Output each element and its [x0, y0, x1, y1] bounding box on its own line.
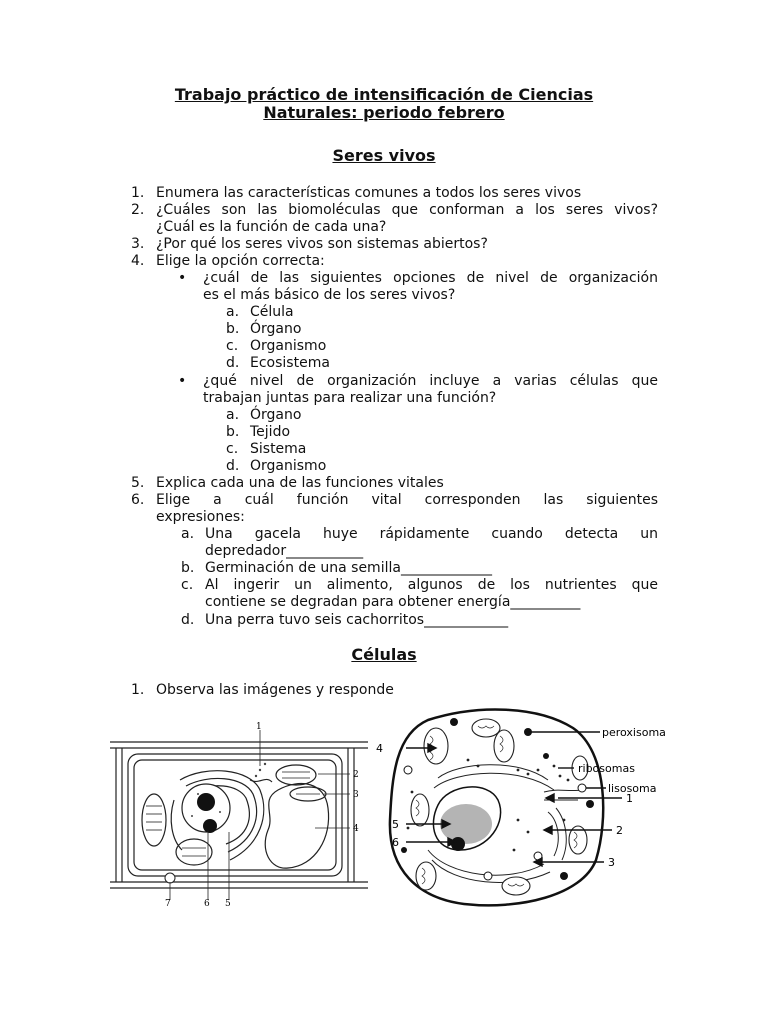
- expression-text: contiene se degradan para obtener energía__________: [205, 594, 581, 610]
- option-letter: b.: [226, 424, 240, 440]
- document-title: [110, 86, 658, 122]
- option-letter: b.: [226, 321, 240, 337]
- question-text: Elige la opción correcta:: [156, 253, 325, 269]
- label-ribosomas: ribosomas: [578, 762, 635, 775]
- label-lisosoma: lisosoma: [608, 782, 657, 795]
- question-number: 3.: [131, 236, 145, 252]
- question-text: ¿Cuáles son las biomoléculas que conforman a los seres vivos?: [156, 202, 658, 218]
- question-number: 1.: [131, 682, 145, 698]
- animal-label-6: 6: [392, 836, 399, 849]
- plant-label-7: 7: [165, 899, 171, 909]
- option-text: Organismo: [250, 458, 327, 474]
- question-text: Explica cada una de las funciones vitales: [156, 475, 444, 491]
- option-text: Organismo: [250, 338, 327, 354]
- bullet-text: es el más básico de los seres vivos?: [203, 287, 456, 303]
- plant-label-2: 2: [353, 770, 359, 780]
- plant-label-5: 5: [225, 899, 231, 909]
- option-letter: b.: [181, 560, 195, 576]
- expression-text: Una perra tuvo seis cachorritos____________: [205, 612, 509, 628]
- option-letter: c.: [226, 441, 239, 457]
- section-heading-celulas: Células: [351, 645, 417, 664]
- plant-label-1: 1: [256, 722, 262, 732]
- animal-label-3: 3: [608, 856, 615, 869]
- question-number: 1.: [131, 185, 145, 201]
- animal-cell-diagram: [368, 700, 666, 912]
- animal-label-5: 5: [392, 818, 399, 831]
- title-line-1: Trabajo práctico de intensificación de Ciencias: [174, 85, 594, 104]
- option-text: Célula: [250, 304, 294, 320]
- animal-label-2: 2: [616, 824, 623, 837]
- question-text: Elige a cuál función vital corresponden las siguientes: [156, 492, 658, 508]
- bullet-text: ¿qué nivel de organización incluye a varias células que: [203, 373, 658, 389]
- question-text: Observa las imágenes y responde: [156, 682, 394, 698]
- question-number: 6.: [131, 492, 145, 508]
- bullet-icon: •: [178, 270, 187, 286]
- bullet-text: ¿cuál de las siguientes opciones de nivel de organización: [203, 270, 658, 286]
- expression-text: depredador___________: [205, 543, 364, 559]
- question-text: ¿Por qué los seres vivos son sistemas abiertos?: [156, 236, 488, 252]
- option-letter: a.: [226, 407, 240, 423]
- animal-label-1: 1: [626, 792, 633, 805]
- option-letter: c.: [226, 338, 239, 354]
- label-peroxisoma: peroxisoma: [602, 726, 666, 739]
- option-letter: d.: [226, 458, 240, 474]
- option-text: Tejido: [250, 424, 291, 440]
- option-text: Órgano: [250, 407, 302, 423]
- option-letter: a.: [226, 304, 240, 320]
- bullet-icon: •: [178, 373, 187, 389]
- question-text: expresiones:: [156, 509, 245, 525]
- option-text: Órgano: [250, 321, 302, 337]
- option-letter: a.: [181, 526, 195, 542]
- plant-label-3: 3: [353, 790, 359, 800]
- plant-label-4: 4: [353, 824, 359, 834]
- question-number: 2.: [131, 202, 145, 218]
- option-text: Sistema: [250, 441, 307, 457]
- option-letter: c.: [181, 577, 194, 593]
- plant-cell-diagram: [110, 720, 368, 910]
- bullet-text: trabajan juntas para realizar una función?: [203, 390, 497, 406]
- question-number: 5.: [131, 475, 145, 491]
- animal-label-4: 4: [376, 742, 383, 755]
- expression-text: Una gacela huye rápidamente cuando detecta un: [205, 526, 658, 542]
- expression-text: Al ingerir un alimento, algunos de los nutrientes que: [205, 577, 658, 593]
- question-text: ¿Cuál es la función de cada una?: [156, 219, 387, 235]
- option-letter: d.: [226, 355, 240, 371]
- question-text: Enumera las características comunes a todos los seres vivos: [156, 185, 582, 201]
- option-text: Ecosistema: [250, 355, 330, 371]
- question-number: 4.: [131, 253, 145, 269]
- plant-label-6: 6: [204, 899, 210, 909]
- title-line-2: Naturales: periodo febrero: [263, 103, 505, 122]
- section-heading-seres-vivos: Seres vivos: [332, 146, 436, 165]
- option-letter: d.: [181, 612, 195, 628]
- expression-text: Germinación de una semilla_____________: [205, 560, 492, 576]
